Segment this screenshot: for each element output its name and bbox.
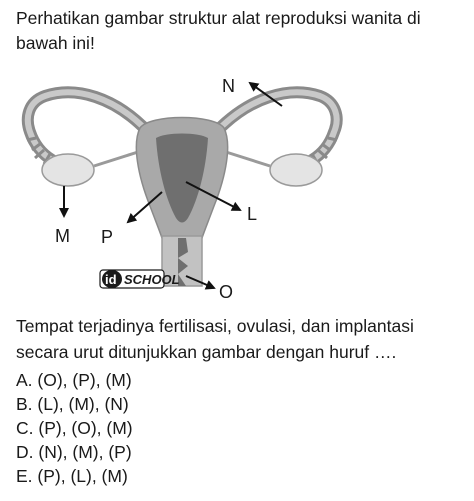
ovary-right — [270, 154, 322, 186]
label-m: M — [55, 226, 70, 246]
answer-options — [16, 368, 133, 488]
idschool-logo — [100, 270, 180, 288]
label-p: P — [101, 227, 114, 247]
option-d[interactable]: D. (N), (M), (P) — [16, 442, 132, 462]
fallopian-tube-left — [28, 92, 150, 160]
question-text: Tempat terjadinya fertilisasi, ovulasi, dan implantasi secara urut ditunjukkan gambar dengan huruf …. — [16, 316, 414, 362]
logo-school-text: SCHOOL — [124, 272, 180, 287]
uterus-diagram — [0, 66, 474, 306]
label-n: N — [222, 76, 235, 96]
option-a[interactable]: A. (O), (P), (M) — [16, 370, 132, 390]
ovary-left — [42, 154, 94, 186]
option-b[interactable]: B. (L), (M), (N) — [16, 394, 129, 414]
option-e[interactable]: E. (P), (L), (M) — [16, 466, 128, 486]
label-l: L — [247, 204, 258, 224]
option-c[interactable]: C. (P), (O), (M) — [16, 418, 133, 438]
logo-id-text: id — [105, 272, 117, 287]
intro-text: Perhatikan gambar struktur alat reproduksi wanita di bawah ini! — [16, 8, 421, 53]
label-o: O — [219, 282, 234, 302]
reproductive-system-figure — [0, 66, 474, 306]
